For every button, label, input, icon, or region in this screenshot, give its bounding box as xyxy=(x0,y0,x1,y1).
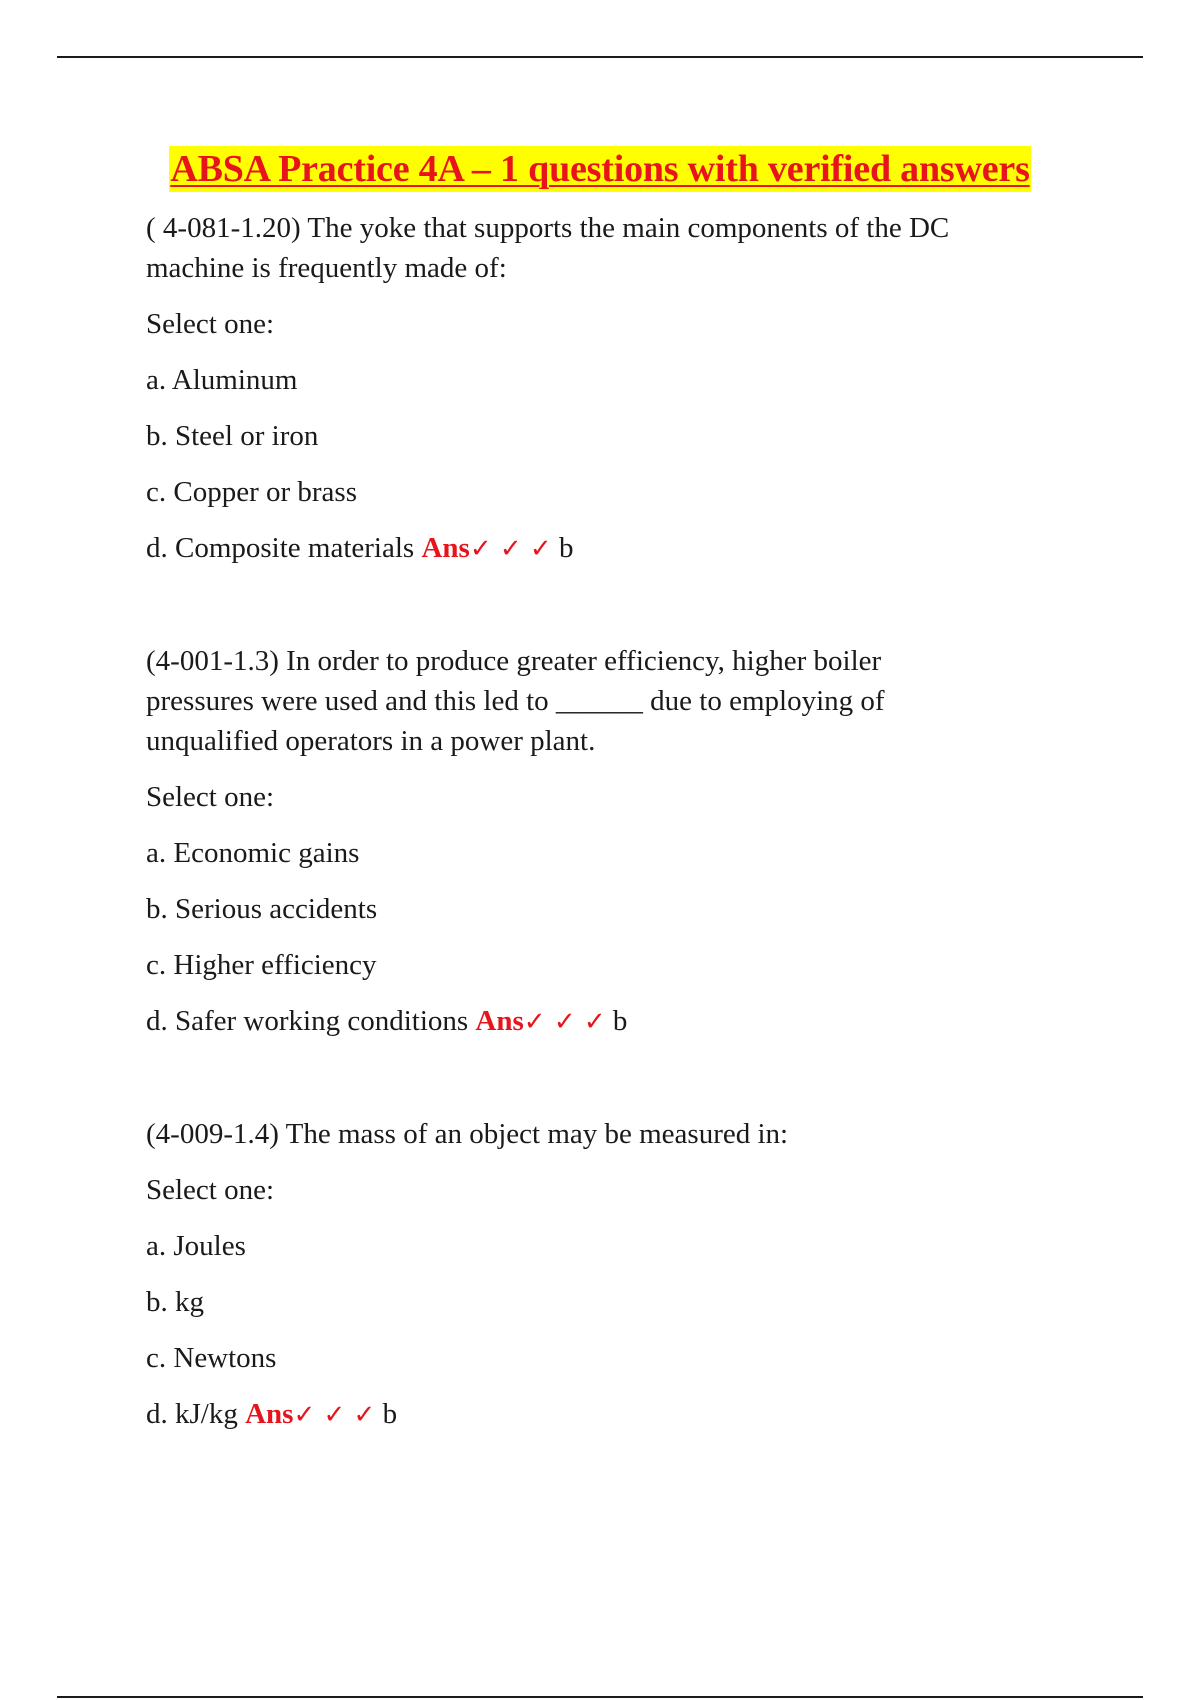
option-d-with-answer xyxy=(146,528,1106,569)
option-d: d. kJ/kg xyxy=(146,1398,238,1430)
answer-value: b xyxy=(612,1005,628,1037)
option-c: c. Copper or brass xyxy=(146,476,358,508)
option-d-with-answer xyxy=(146,1394,1106,1435)
option-d: d. Composite materials xyxy=(146,532,415,564)
answer-value: b xyxy=(382,1398,398,1430)
answer-label: Ans xyxy=(421,532,470,564)
question-text-line: (4-009-1.4) The mass of an object may be measured in: xyxy=(146,1118,789,1150)
answer-value: b xyxy=(558,532,574,564)
question-text-line: machine is frequently made of: xyxy=(146,252,507,284)
option-b: b. Steel or iron xyxy=(146,420,319,452)
title-container xyxy=(0,146,1200,192)
document-body xyxy=(146,208,1106,1435)
question-text-line: pressures were used and this led to ______ due to employing of xyxy=(146,685,885,717)
check-mark-icon: ✓ ✓ ✓ xyxy=(469,534,552,564)
question-2 xyxy=(146,641,1106,1042)
option-a: a. Aluminum xyxy=(146,364,298,396)
option-b: b. Serious accidents xyxy=(146,893,378,925)
footer-rule xyxy=(57,1696,1143,1698)
option-d-with-answer xyxy=(146,1001,1106,1042)
question-1 xyxy=(146,208,1106,569)
header-rule xyxy=(57,56,1143,58)
question-spacer xyxy=(146,569,1106,641)
option-c: c. Newtons xyxy=(146,1342,277,1374)
answer-label: Ans xyxy=(475,1005,524,1037)
option-c: c. Higher efficiency xyxy=(146,949,377,981)
document-title: ABSA Practice 4A – 1 questions with verified answers xyxy=(170,148,1030,190)
question-text-line: ( 4-081-1.20) The yoke that supports the main components of the DC xyxy=(146,212,950,244)
select-one-label: Select one: xyxy=(146,308,275,340)
select-one-label: Select one: xyxy=(146,1174,275,1206)
question-text-line: (4-001-1.3) In order to produce greater efficiency, higher boiler xyxy=(146,645,882,677)
question-text-line: unqualified operators in a power plant. xyxy=(146,725,596,757)
answer-label: Ans xyxy=(245,1398,294,1430)
check-mark-icon: ✓ ✓ ✓ xyxy=(523,1007,606,1037)
question-spacer xyxy=(146,1042,1106,1114)
option-d: d. Safer working conditions xyxy=(146,1005,469,1037)
question-3 xyxy=(146,1114,1106,1435)
check-mark-icon: ✓ ✓ ✓ xyxy=(293,1400,376,1430)
option-b: b. kg xyxy=(146,1286,204,1318)
select-one-label: Select one: xyxy=(146,781,275,813)
option-a: a. Economic gains xyxy=(146,837,360,869)
option-a: a. Joules xyxy=(146,1230,246,1262)
